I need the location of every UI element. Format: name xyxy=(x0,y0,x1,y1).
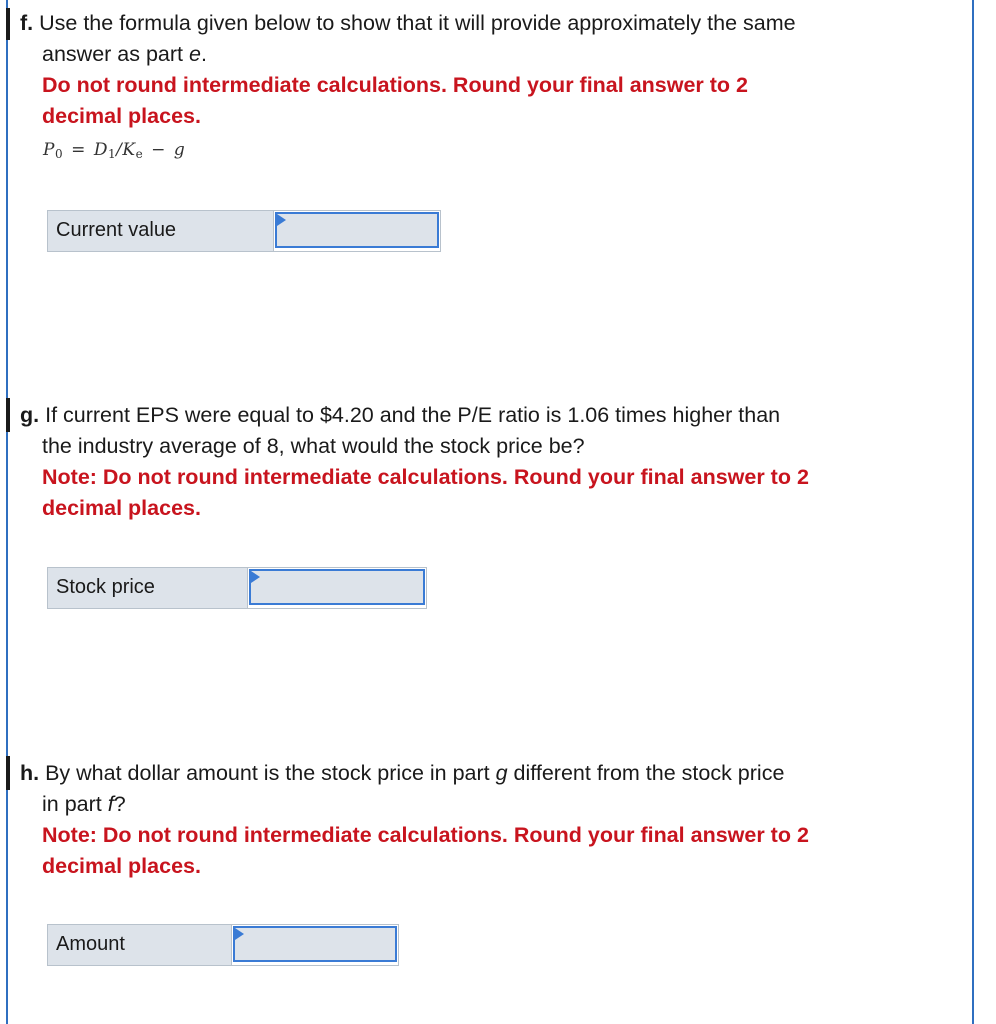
stock-price-label: Stock price xyxy=(48,568,248,608)
formula-p-sub: 0 xyxy=(54,147,64,161)
part-g-note-line2: decimal places. xyxy=(42,496,201,520)
part-g-label: g. xyxy=(20,403,40,427)
part-g-marker xyxy=(6,398,10,432)
part-h-line1 xyxy=(20,758,970,789)
part-h-text-line1-prefix: By what dollar amount is the stock price in part xyxy=(45,761,496,785)
part-f-line2 xyxy=(20,39,970,70)
part-f-note-line1: Do not round intermediate calculations. Round your final answer to 2 xyxy=(42,73,748,97)
formula-g: g xyxy=(173,140,186,160)
current-value-input[interactable] xyxy=(275,212,439,248)
part-f-text-line2-prefix: answer as part xyxy=(42,42,189,66)
current-value-label: Current value xyxy=(48,211,274,251)
dividend-formula xyxy=(43,140,185,161)
part-g-text-line2: the industry average of 8, what would the stock price be? xyxy=(42,434,585,458)
current-value-row xyxy=(47,210,441,252)
part-g-line1 xyxy=(20,400,970,431)
amount-row xyxy=(47,924,399,966)
part-h-note-line2: decimal places. xyxy=(42,854,201,878)
formula-eq: = xyxy=(71,140,86,160)
formula-p: P xyxy=(43,140,55,160)
stock-price-row xyxy=(47,567,427,609)
part-h-marker xyxy=(6,756,10,790)
part-f-question xyxy=(20,8,970,132)
amount-input[interactable] xyxy=(233,926,397,962)
part-h-ref-g: g xyxy=(495,761,508,785)
current-value-input-wrap xyxy=(274,211,440,251)
part-f-text-line2-suffix: . xyxy=(200,42,207,66)
part-h-text-line2-prefix: in part xyxy=(42,792,108,816)
part-f-marker xyxy=(6,8,10,40)
part-g-question xyxy=(20,400,970,524)
formula-d: D xyxy=(93,140,108,160)
part-h-line2 xyxy=(20,789,970,820)
part-f-text-line1: Use the formula given below to show that it will provide approximately the same xyxy=(39,11,796,35)
frame-right-border xyxy=(972,0,974,1024)
formula-k: K xyxy=(122,140,136,160)
part-h-text-line2-suffix: ? xyxy=(113,792,126,816)
formula-slash: / xyxy=(116,140,123,160)
part-h-text-line1-suffix: different from the stock price xyxy=(507,761,785,785)
stock-price-input-wrap xyxy=(248,568,426,608)
part-h-label: h. xyxy=(20,761,40,785)
part-g-text-line1: If current EPS were equal to $4.20 and the P/E ratio is 1.06 times higher than xyxy=(45,403,781,427)
amount-input-wrap xyxy=(232,925,398,965)
part-h-question xyxy=(20,758,970,882)
part-f-line1 xyxy=(20,8,970,39)
part-h-note-line1: Note: Do not round intermediate calculations. Round your final answer to 2 xyxy=(42,823,809,847)
part-g-note-line1: Note: Do not round intermediate calculations. Round your final answer to 2 xyxy=(42,465,809,489)
part-f-ref: e xyxy=(188,42,201,66)
frame-left-border xyxy=(6,0,8,1024)
part-f-label: f. xyxy=(20,11,34,35)
part-f-note-line2: decimal places. xyxy=(42,104,201,128)
formula-d-sub: 1 xyxy=(107,147,117,161)
stock-price-input[interactable] xyxy=(249,569,425,605)
part-h-ref-f: f xyxy=(107,792,114,816)
formula-minus: − xyxy=(151,140,166,160)
amount-label: Amount xyxy=(48,925,232,965)
formula-k-sub: e xyxy=(135,147,144,161)
